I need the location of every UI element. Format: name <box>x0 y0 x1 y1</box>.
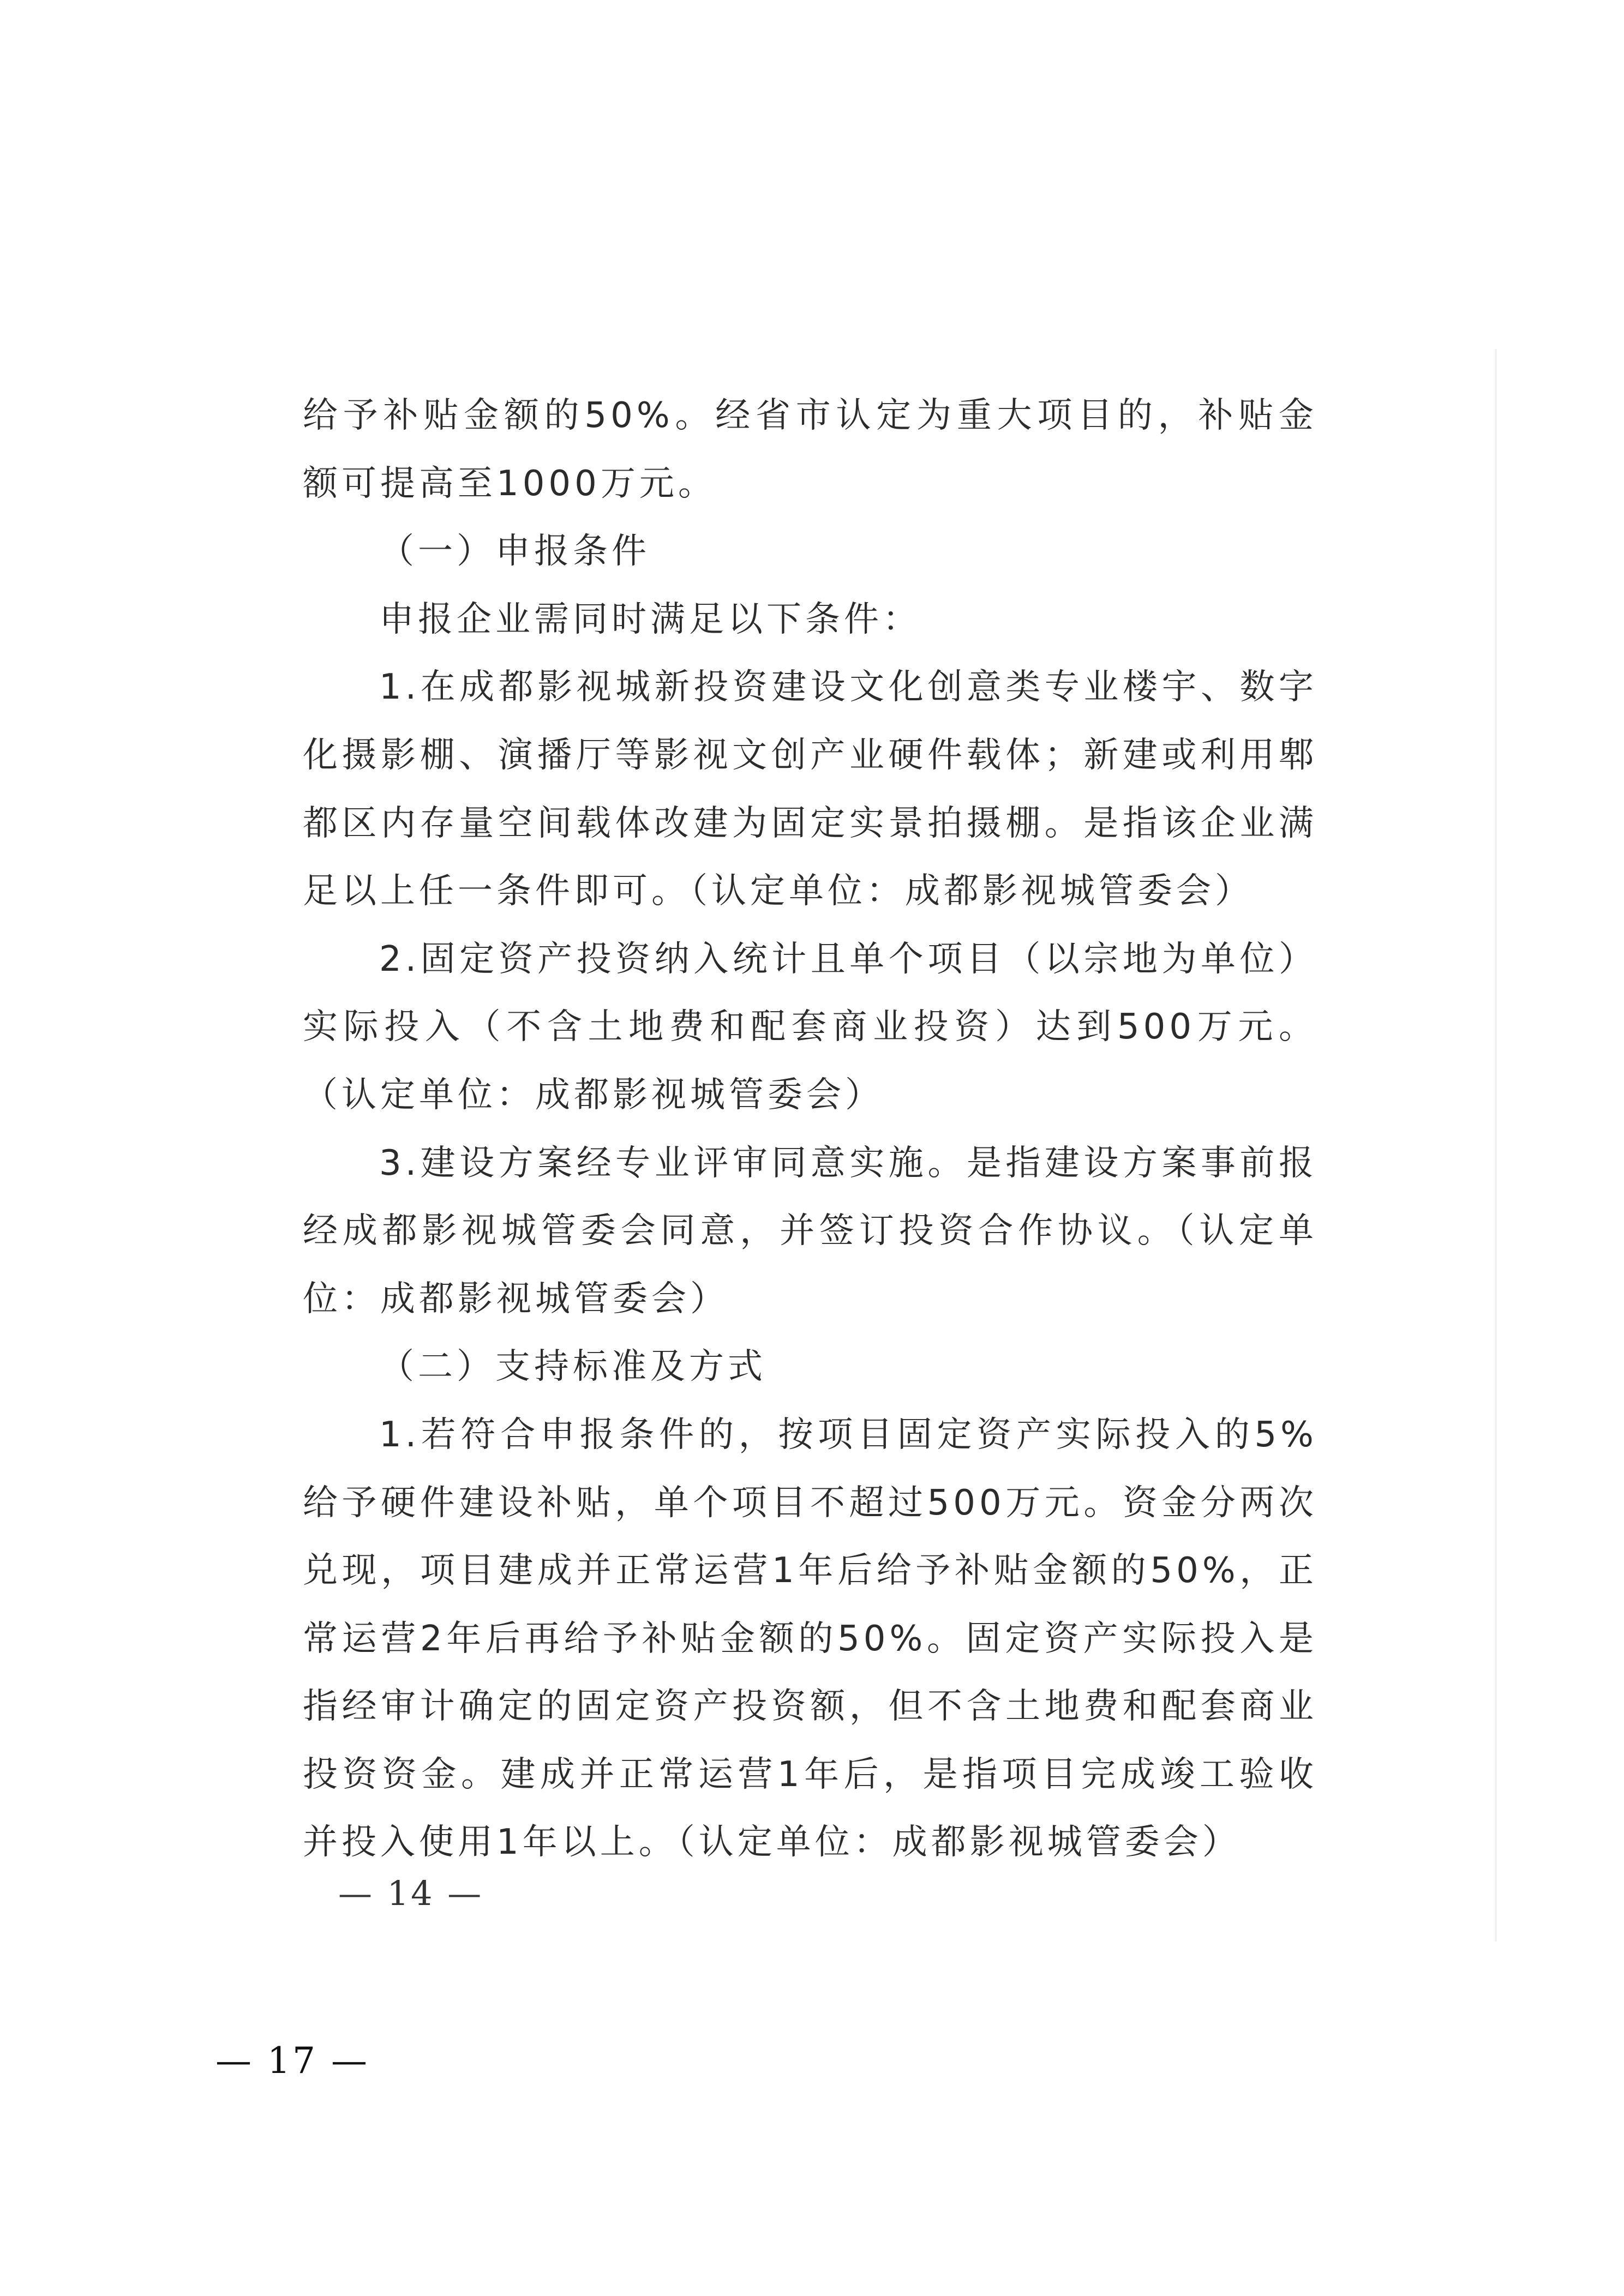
paragraph-conditions-intro: 申报企业需同时满足以下条件： <box>379 599 921 640</box>
outer-page-number: — 17 — <box>215 2040 369 2082</box>
scan-edge-line <box>1495 349 1497 1942</box>
inner-page-number: — 14 — <box>338 1873 484 1913</box>
condition-item-1: 1.在成都影视城新投资建设文化创意类专业楼宇、数字化摄影棚、演播厅等影视文创产业硬件载体；新建或利用郫都区内存量空间载体改建为固定实景拍摄棚。是指该企业满足以上任一条件即可。（认定单位：成都影视城管委会） <box>303 667 1317 912</box>
condition-item-2: 2.固定资产投资纳入统计且单个项目（以宗地为单位）实际投入（不含土地费和配套商业投资）达到500万元。（认定单位：成都影视城管委会） <box>303 939 1317 1115</box>
document-body <box>303 382 1317 1877</box>
condition-item-3: 3.建设方案经专业评审同意实施。是指建设方案事前报经成都影视城管委会同意，并签订投资合作协议。（认定单位：成都影视城管委会） <box>303 1143 1317 1319</box>
support-item-1: 1.若符合申报条件的，按项目固定资产实际投入的5%给予硬件建设补贴，单个项目不超过500万元。资金分两次兑现，项目建成并正常运营1年后给予补贴金额的50%，正常运营2年后再给予补贴金额的50%。固定资产实际投入是指经审计确定的固定资产投资额，但不含土地费和配套商业投资资金。建成并正常运营1年后，是指项目完成竣工验收并投入使用1年以上。（认定单位：成都影视城管委会） <box>303 1414 1317 1863</box>
section-heading-application-conditions: （一）申报条件 <box>379 531 650 572</box>
paragraph-continuation: 给予补贴金额的50%。经省市认定为重大项目的，补贴金额可提高至1000万元。 <box>303 395 1317 504</box>
section-heading-support-standards: （二）支持标准及方式 <box>379 1347 766 1387</box>
